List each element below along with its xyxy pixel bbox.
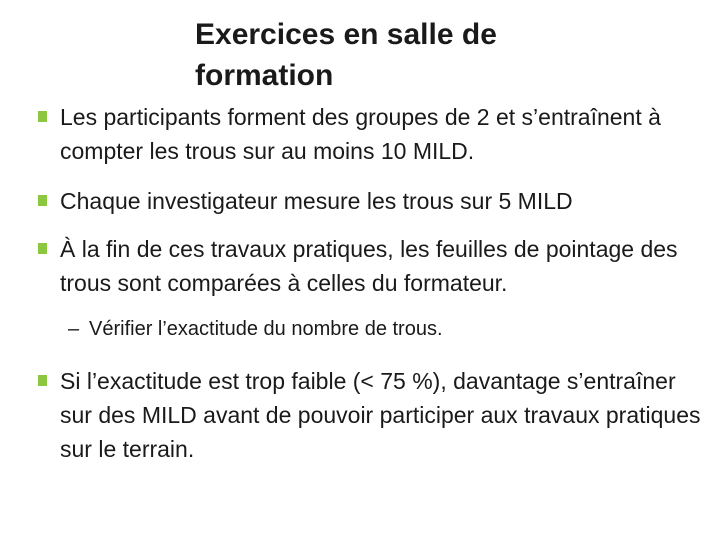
square-bullet-icon	[38, 111, 47, 122]
bullet-item	[36, 364, 706, 466]
bullet-text: Les participants forment des groupes de 2 et s’entraînent à compter les trous sur au moins 10 MILD.	[60, 104, 661, 164]
square-bullet-icon	[38, 375, 47, 386]
bullet-text: Si l’exactitude est trop faible (< 75 %), davantage s’entraîner sur des MILD avant de pouvoir participer aux travaux pratiques sur le terrain.	[60, 368, 701, 462]
bullet-list	[36, 100, 706, 466]
bullet-item	[36, 232, 706, 300]
sub-bullet-text: Vérifier l’exactitude du nombre de trous.	[89, 318, 443, 340]
bullet-item	[36, 184, 706, 218]
bullet-item	[36, 100, 706, 168]
bullet-text: À la fin de ces travaux pratiques, les feuilles de pointage des trous sont comparées à celles du formateur.	[60, 236, 678, 296]
square-bullet-icon	[38, 243, 47, 254]
slide-title: Exercices en salle de formation	[195, 18, 497, 92]
dash-bullet-icon: –	[68, 318, 80, 340]
bullet-text: Chaque investigateur mesure les trous sur 5 MILD	[60, 188, 573, 214]
sub-bullet-item	[36, 312, 706, 346]
square-bullet-icon	[38, 195, 47, 206]
